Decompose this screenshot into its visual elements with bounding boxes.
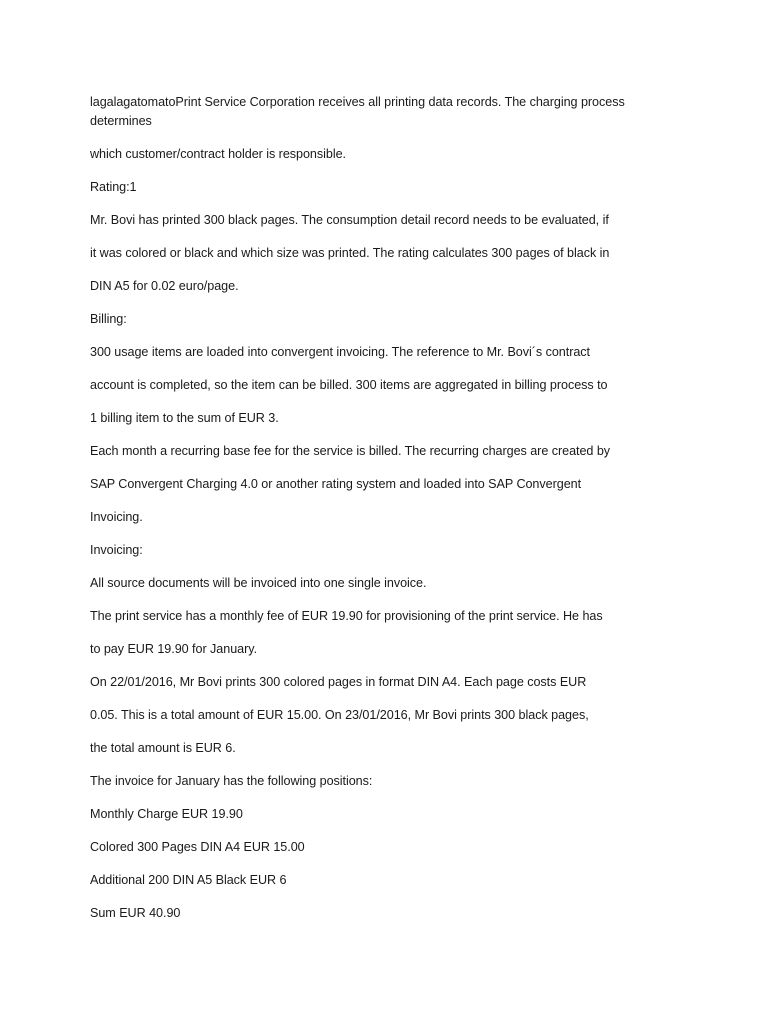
section-heading-invoicing bbox=[90, 541, 650, 560]
text-line: Colored 300 Pages DIN A4 EUR 15.00 bbox=[90, 840, 305, 854]
text-line: The invoice for January has the following positions: bbox=[90, 774, 373, 788]
invoice-position-black-pages bbox=[90, 871, 650, 890]
paragraph bbox=[90, 244, 650, 263]
text-line: DIN A5 for 0.02 euro/page. bbox=[90, 279, 239, 293]
text-line: 0.05. This is a total amount of EUR 15.00. On 23/01/2016, Mr Bovi prints 300 black pages, bbox=[90, 708, 589, 722]
paragraph bbox=[90, 277, 650, 296]
text-line: Invoicing: bbox=[90, 543, 143, 557]
text-line: Invoicing. bbox=[90, 510, 143, 524]
text-line: Billing: bbox=[90, 312, 127, 326]
paragraph bbox=[90, 475, 650, 494]
invoice-sum bbox=[90, 904, 650, 923]
text-line: determines bbox=[90, 114, 152, 128]
paragraph bbox=[90, 376, 650, 395]
text-line: account is completed, so the item can be billed. 300 items are aggregated in billing process to bbox=[90, 378, 608, 392]
text-line: Additional 200 DIN A5 Black EUR 6 bbox=[90, 873, 287, 887]
text-line: Sum EUR 40.90 bbox=[90, 906, 181, 920]
text-line: Rating:1 bbox=[90, 180, 137, 194]
text-line: to pay EUR 19.90 for January. bbox=[90, 642, 258, 656]
document-body bbox=[90, 93, 650, 937]
paragraph bbox=[90, 409, 650, 428]
text-line: Each month a recurring base fee for the service is billed. The recurring charges are created by bbox=[90, 444, 611, 458]
text-line: On 22/01/2016, Mr Bovi prints 300 colored pages in format DIN A4. Each page costs EUR bbox=[90, 675, 587, 689]
text-line: 300 usage items are loaded into convergent invoicing. The reference to Mr. Bovi´s contract bbox=[90, 345, 590, 359]
text-line: lagalagatomatoPrint Service Corporation receives all printing data records. The charging process bbox=[90, 95, 625, 109]
paragraph bbox=[90, 211, 650, 230]
paragraph bbox=[90, 145, 650, 164]
paragraph bbox=[90, 343, 650, 362]
text-line: Mr. Bovi has printed 300 black pages. The consumption detail record needs to be evaluated, if bbox=[90, 213, 609, 227]
paragraph bbox=[90, 442, 650, 461]
text-line: Monthly Charge EUR 19.90 bbox=[90, 807, 243, 821]
section-heading-rating bbox=[90, 178, 650, 197]
text-line: The print service has a monthly fee of EUR 19.90 for provisioning of the print service. He has bbox=[90, 609, 603, 623]
paragraph-intro bbox=[90, 93, 650, 131]
paragraph bbox=[90, 673, 650, 692]
text-line: All source documents will be invoiced into one single invoice. bbox=[90, 576, 427, 590]
text-line: the total amount is EUR 6. bbox=[90, 741, 236, 755]
paragraph bbox=[90, 574, 650, 593]
paragraph bbox=[90, 640, 650, 659]
paragraph bbox=[90, 508, 650, 527]
text-line: it was colored or black and which size was printed. The rating calculates 300 pages of black in bbox=[90, 246, 610, 260]
paragraph bbox=[90, 706, 650, 725]
section-heading-billing bbox=[90, 310, 650, 329]
paragraph bbox=[90, 607, 650, 626]
text-line: SAP Convergent Charging 4.0 or another rating system and loaded into SAP Convergent bbox=[90, 477, 582, 491]
invoice-position-colored-pages bbox=[90, 838, 650, 857]
text-line: which customer/contract holder is responsible. bbox=[90, 147, 346, 161]
text-line: 1 billing item to the sum of EUR 3. bbox=[90, 411, 279, 425]
paragraph bbox=[90, 772, 650, 791]
invoice-position-monthly-charge bbox=[90, 805, 650, 824]
paragraph bbox=[90, 739, 650, 758]
